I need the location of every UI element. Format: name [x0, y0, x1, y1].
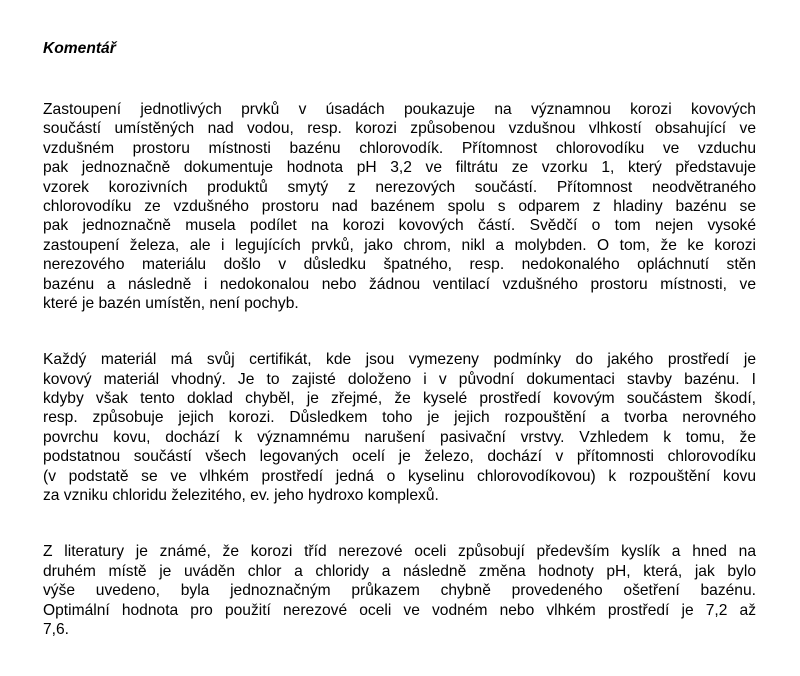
paragraph-1	[43, 100, 756, 313]
text-line: za vzniku chloridu železitého, ev. jeho hydroxo komplexů.	[43, 487, 439, 505]
paragraph-2	[43, 350, 756, 505]
text-line: resp. způsobuje jejich korozi. Důsledkem toho je jejich rozpouštění a tvorba nerovného	[43, 409, 756, 427]
text-line: Zastoupení jednotlivých prvků v úsadách poukazuje na významnou korozi kovových	[43, 101, 756, 118]
text-line: chlorovodíku ze vzdušného prostoru nad bazénem spolu s odparem z hladiny bazénu se	[43, 197, 756, 215]
text-line: (v podstatě se ve vlhkém prostředí jedná o kyselinu chlorovodíkovou) k rozpouštění kovu	[43, 467, 756, 485]
text-line: druhém místě je uváděn chlor a chloridy a následně změna hodnoty pH, která, jak bylo	[43, 562, 756, 580]
text-line: pak jednoznačně dokumentuje hodnota pH 3,2 ve filtrátu ze vzorku 1, který představuje	[43, 159, 756, 177]
text-line: vzdušném prostoru místnosti bazénu chlorovodík. Přítomnost chlorovodíku ve vzduchu	[43, 139, 756, 157]
paragraphs-container	[43, 100, 756, 639]
paragraph-3	[43, 542, 756, 639]
text-line: kdyby však tento doklad chyběl, je zřejmé, že kyselé prostředí kovovým součástem škodí,	[43, 390, 756, 408]
text-line: bazénu a následně i nedokonalou nebo žádnou ventilací vzdušného prostoru místnosti, ve	[43, 275, 756, 293]
text-line: Optimální hodnota pro použití nerezové oceli ve vodném nebo vlhkém prostředí je 7,2 až	[43, 601, 756, 619]
text-line: povrchu kovu, dochází k významnému narušení pasivační vrstvy. Vzhledem k tomu, že	[43, 428, 756, 446]
text-line: kovový materiál vhodný. Je to zajisté doloženo i v původní dokumentaci stavby bazénu. I	[43, 370, 756, 388]
text-line: výše uvedeno, byla jednoznačným průkazem chybně provedeného ošetření bazénu.	[43, 582, 756, 600]
section-heading: Komentář	[43, 40, 116, 57]
text-line: pak jednoznačně musela podílet na korozi kovových částí. Svědčí o tom nejen vysoké	[43, 217, 756, 235]
document-page	[43, 38, 756, 676]
text-line: 7,6.	[43, 620, 70, 638]
text-line: Z literatury je známé, že korozi tříd nerezové oceli způsobují především kyslík a hned na	[43, 543, 756, 561]
text-line: Každý materiál má svůj certifikát, kde jsou vymezeny podmínky do jakého prostředí je	[43, 351, 756, 369]
text-line: které je bazén umístěn, není pochyb.	[43, 294, 299, 312]
text-line: součástí umístěných nad vodou, resp. korozi způsobenou vzdušnou vlhkostí obsahující ve	[43, 120, 756, 138]
text-line: zastoupení železa, ale i legujících prvků, jako chrom, nikl a molybden. O tom, že ke korozi	[43, 236, 756, 254]
text-line: podstatnou součástí všech legovaných ocelí je železo, dochází v přítomnosti chlorovodíku	[43, 448, 756, 466]
text-line: vzorek korozivních produktů smytý z nerezových součástí. Přítomnost neodvětraného	[43, 178, 756, 196]
text-line: nerezového materiálu došlo v důsledku špatného, resp. nedokonalého opláchnutí stěn	[43, 256, 756, 274]
